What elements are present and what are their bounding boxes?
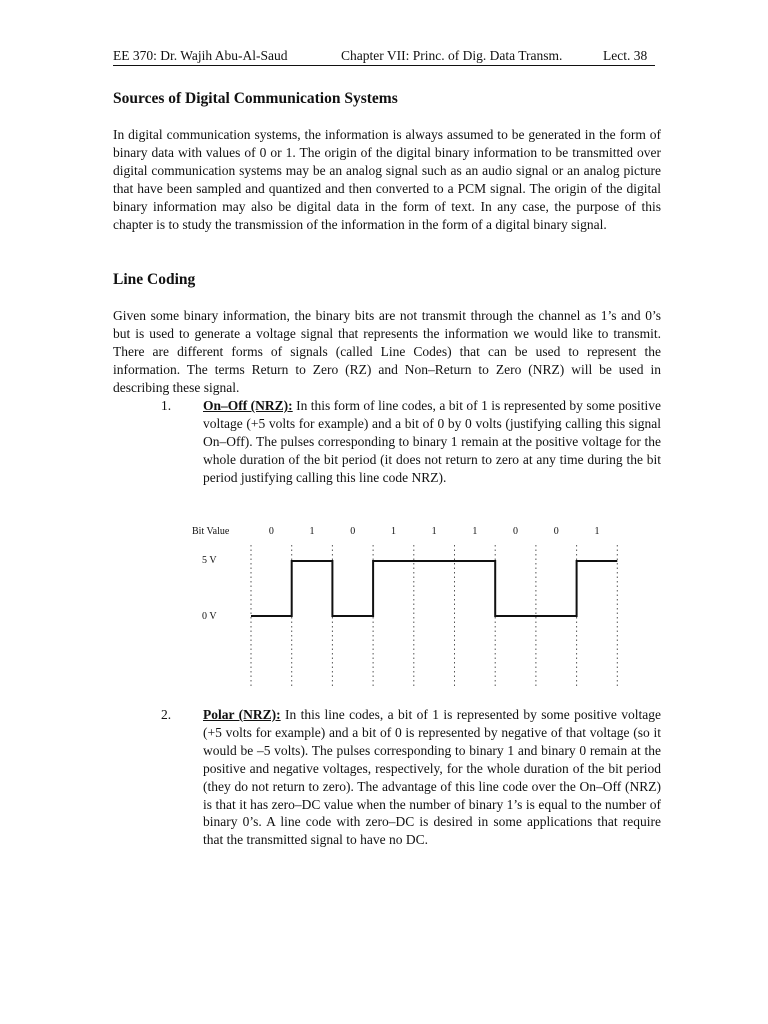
y-label-high: 5 V xyxy=(202,555,217,566)
section-body-sources: In digital communication systems, the information is always assumed to be generated in the form of binary data with values of 0 or 1. The origin of the digital binary information to be transmitted over digital communication systems may be an analog signal such as an audio signal or an analog picture that have been sampled and quantized and then converted to a PCM signal. The origin of the digital binary information may also be digital data in the form of text. In any case, the purpose of this chapter is to study the transmission of the information in the form of a digital binary signal. xyxy=(113,127,661,232)
waveform-line xyxy=(251,561,617,616)
bit-value-tick: 0 xyxy=(513,526,519,537)
page-header xyxy=(113,47,655,66)
list-item-number: 1. xyxy=(161,398,172,413)
bit-value-tick: 0 xyxy=(553,526,559,537)
list-item-term: Polar (NRZ): xyxy=(203,707,281,722)
bit-value-tick: 0 xyxy=(350,526,356,537)
on-off-nrz-waveform xyxy=(180,515,640,690)
line-coding-intro: Given some binary information, the binary bits are not transmit through the channel as 1’s and 0’s but is used to generate a voltage signal that represents the information we would like to transmit. There are different forms of signals (called Line Codes) that can be used to represent the information. The terms Return to Zero (RZ) and Non–Return to Zero (NRZ) will be used in describing these signal. xyxy=(113,308,661,395)
bit-value-tick: 1 xyxy=(309,526,315,537)
header-lecture: Lect. 38 xyxy=(603,48,648,63)
section-title-sources: Sources of Digital Communication Systems xyxy=(113,90,398,107)
header-chapter: Chapter VII: Princ. of Dig. Data Transm. xyxy=(341,48,563,63)
bit-value-tick: 1 xyxy=(390,526,396,537)
header-course: EE 370: Dr. Wajih Abu-Al-Saud xyxy=(113,48,288,63)
list-item-polar xyxy=(203,706,661,849)
list-item-on-off xyxy=(203,397,661,487)
bit-value-tick: 0 xyxy=(268,526,274,537)
list-item-text: In this form of line codes, a bit of 1 is represented by some positive voltage (+5 volts for example) and a bit of 0 by 0 volts (justifying calling this signal On–Off). The pulses corresponding to binary 1 remain at the positive voltage for the whole duration of the bit period (it does not return to zero at any time during the bit period justifying calling this line code NRZ). xyxy=(203,398,662,485)
section-title-line-coding: Line Coding xyxy=(113,271,196,288)
list-item-term: On–Off (NRZ): xyxy=(203,398,293,413)
y-label-low: 0 V xyxy=(202,611,217,622)
bit-value-label: Bit Value xyxy=(192,526,230,537)
list-item-number: 2. xyxy=(161,707,172,722)
bit-value-tick: 1 xyxy=(472,526,478,537)
list-item-text: In this line codes, a bit of 1 is represented by some positive voltage (+5 volts for example) and a bit of 0 is represented by negative of that voltage (so it would be –5 volts). The pulses corresponding to binary 1 and binary 0 remain at the positive and negative voltages, respectively, for the whole duration of the bit period (they do not return to zero). The advantage of this line code over the On–Off (NRZ) is that it has zero–DC value when the number of binary 1’s is equal to the number of binary 0’s. A line code with zero–DC is desired in some applications that require that the transmitted signal to have no DC. xyxy=(203,707,661,848)
bit-value-tick: 1 xyxy=(431,526,437,537)
bit-value-tick: 1 xyxy=(594,526,600,537)
